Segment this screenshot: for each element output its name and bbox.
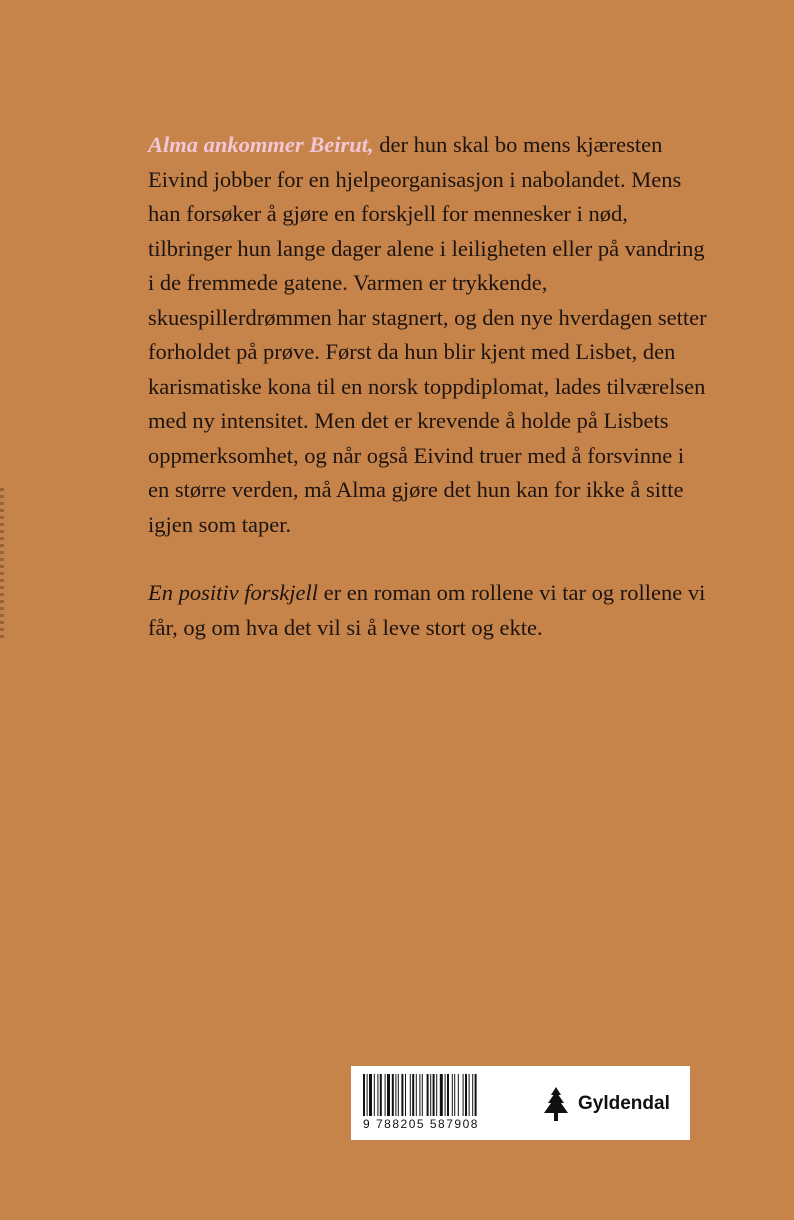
barcode-bar bbox=[440, 1074, 443, 1116]
fir-tree-icon bbox=[541, 1086, 571, 1122]
barcode-bar bbox=[458, 1074, 459, 1116]
barcode-bar bbox=[387, 1074, 390, 1116]
barcode-bar bbox=[422, 1074, 423, 1116]
barcode-bar bbox=[469, 1074, 470, 1116]
barcode-bar bbox=[433, 1074, 435, 1116]
blurb-paragraph-1-text: der hun skal bo mens kjæresten Eivind jobber for en hjelpeorganisasjon i nabolandet. Mens han forsøker å gjøre en forskjell for mennesker i nød, tilbringer hun lange dager alene i leiligheten eller på vandring i de fremmede gatene. Varmen er trykkende, skuespillerdrømmen har stagnert, og den nye hverdagen setter forholdet på prøve. Først da hun blir kjent med Lisbet, den karismatiske kona til en norsk toppdiplomat, lades tilværelsen med ny intensitet. Men det er krevende å holde på Lisbets oppmerksomhet, og når også Eivind truer med å forsvinne i en større verden, må Alma gjøre det hun kan for ikke å sitte igjen som taper. bbox=[148, 132, 707, 537]
barcode-bar bbox=[475, 1074, 477, 1116]
barcode-bar bbox=[465, 1074, 467, 1116]
book-title: En positiv forskjell bbox=[148, 580, 318, 605]
barcode-bar bbox=[445, 1074, 446, 1116]
barcode-bar bbox=[363, 1074, 365, 1116]
barcode-bar bbox=[447, 1074, 449, 1116]
back-cover-blurb bbox=[148, 128, 708, 645]
barcode-bar bbox=[405, 1074, 406, 1116]
publisher-logo bbox=[541, 1086, 670, 1122]
barcode-bar bbox=[374, 1074, 375, 1116]
barcode-panel bbox=[351, 1066, 690, 1140]
barcode-bar bbox=[385, 1074, 386, 1116]
barcode-bar bbox=[401, 1074, 403, 1116]
barcode-bar bbox=[419, 1074, 420, 1116]
barcode-bar bbox=[410, 1074, 411, 1116]
blurb-paragraph-1 bbox=[148, 128, 708, 542]
publisher-name: Gyldendal bbox=[578, 1093, 670, 1114]
barcode-bar bbox=[377, 1074, 378, 1116]
blurb-lead: Alma ankommer Beirut, bbox=[148, 132, 374, 157]
barcode-bar bbox=[369, 1074, 372, 1116]
barcode-bar bbox=[395, 1074, 396, 1116]
barcode-bar bbox=[472, 1074, 473, 1116]
barcode-bar bbox=[416, 1074, 417, 1116]
barcode-bar bbox=[392, 1074, 394, 1116]
blurb-paragraph-2 bbox=[148, 576, 708, 645]
barcode-bar bbox=[427, 1074, 429, 1116]
barcode-bar bbox=[452, 1074, 453, 1116]
barcode-bar bbox=[380, 1074, 382, 1116]
barcode-bar bbox=[436, 1074, 437, 1116]
blurb-paragraph-2-text: er en roman om rollene vi tar og rollene vi får, og om hva det vil si å leve stort og ekte. bbox=[148, 580, 706, 640]
barcode-bar bbox=[430, 1074, 431, 1116]
isbn-number: 9 788205 587908 bbox=[363, 1117, 479, 1131]
barcode-bar bbox=[412, 1074, 414, 1116]
barcode-image bbox=[363, 1074, 519, 1116]
barcode-bar bbox=[454, 1074, 455, 1116]
spine-edge-mark bbox=[0, 488, 4, 638]
barcode-bar bbox=[463, 1074, 464, 1116]
barcode-bar bbox=[367, 1074, 368, 1116]
barcode-bar bbox=[398, 1074, 399, 1116]
